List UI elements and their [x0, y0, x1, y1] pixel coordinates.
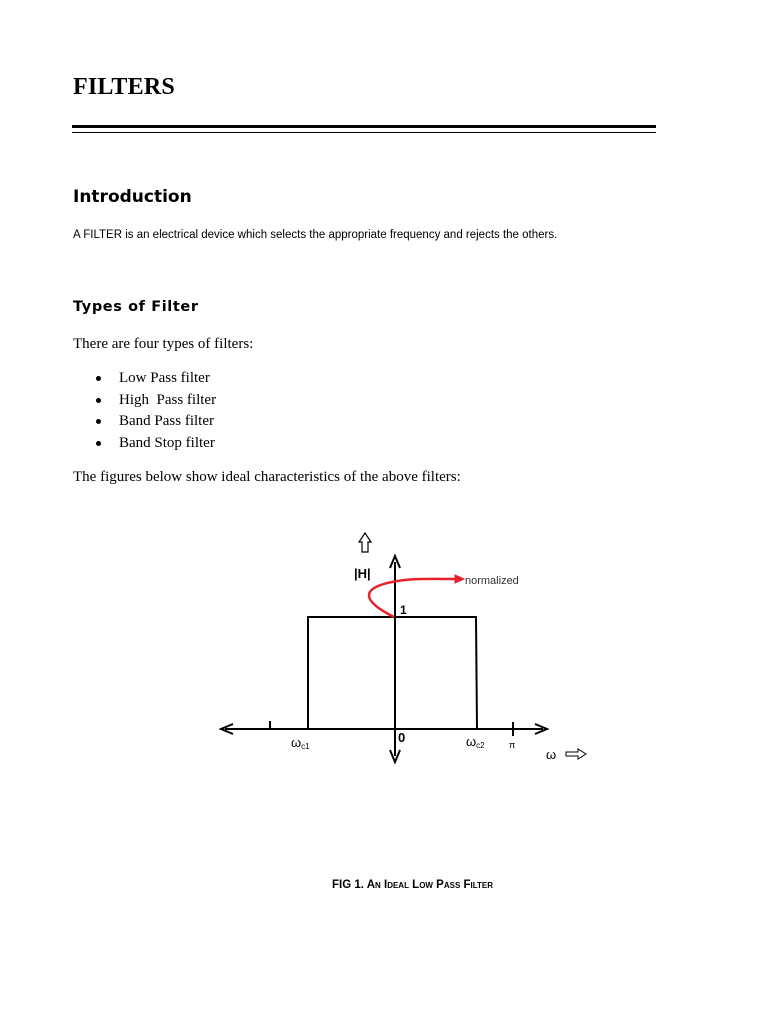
x-axis-label: ω: [546, 747, 557, 762]
figure-caption: FIG 1. An Ideal Low Pass Filter: [332, 879, 494, 891]
normalized-label: normalized: [465, 575, 519, 587]
x-axis-right-hollow-arrow-icon: [566, 749, 586, 759]
bullet-icon: [96, 398, 101, 403]
normalized-annotation-curve: [369, 579, 458, 617]
normalized-annotation-arrowhead: [455, 575, 464, 583]
title-rule-thick: [72, 125, 656, 128]
list-item-text: Band Stop filter: [119, 434, 215, 451]
figures-intro-text: The figures below show ideal characteristics of the above filters:: [73, 469, 461, 485]
y-axis-label: |H|: [354, 566, 371, 581]
cutoff-left-symbol: ω: [291, 735, 302, 750]
title-rule-thin: [72, 132, 656, 133]
magnitude-one-label: 1: [400, 603, 407, 617]
origin-label: 0: [398, 730, 406, 745]
cutoff-right-symbol: ω: [466, 734, 477, 749]
introduction-heading: Introduction: [73, 187, 192, 207]
introduction-text: A FILTER is an electrical device which selects the appropriate frequency and rejects the others.: [73, 229, 558, 241]
magnitude-up-arrow-icon: [359, 533, 371, 552]
list-item-text: Band Pass filter: [119, 413, 214, 429]
cutoff-left-subscript: c1: [301, 742, 310, 751]
list-item-text: Low Pass filter: [119, 370, 210, 386]
page-title: FILTERS: [73, 74, 175, 100]
types-intro-text: There are four types of filters:: [73, 336, 254, 352]
filter-response-curve: [308, 617, 477, 729]
pi-label: π: [509, 740, 516, 750]
cutoff-right-subscript: c2: [476, 741, 485, 750]
low-pass-filter-figure: [200, 520, 600, 780]
list-item-text: High Pass filter: [119, 391, 217, 408]
cutoff-left-label: [291, 735, 310, 751]
bullet-icon: [96, 441, 101, 446]
bullet-icon: [96, 419, 101, 424]
bullet-icon: [96, 376, 101, 381]
types-heading: Types of Filter: [73, 299, 199, 315]
cutoff-right-label: [466, 734, 485, 750]
